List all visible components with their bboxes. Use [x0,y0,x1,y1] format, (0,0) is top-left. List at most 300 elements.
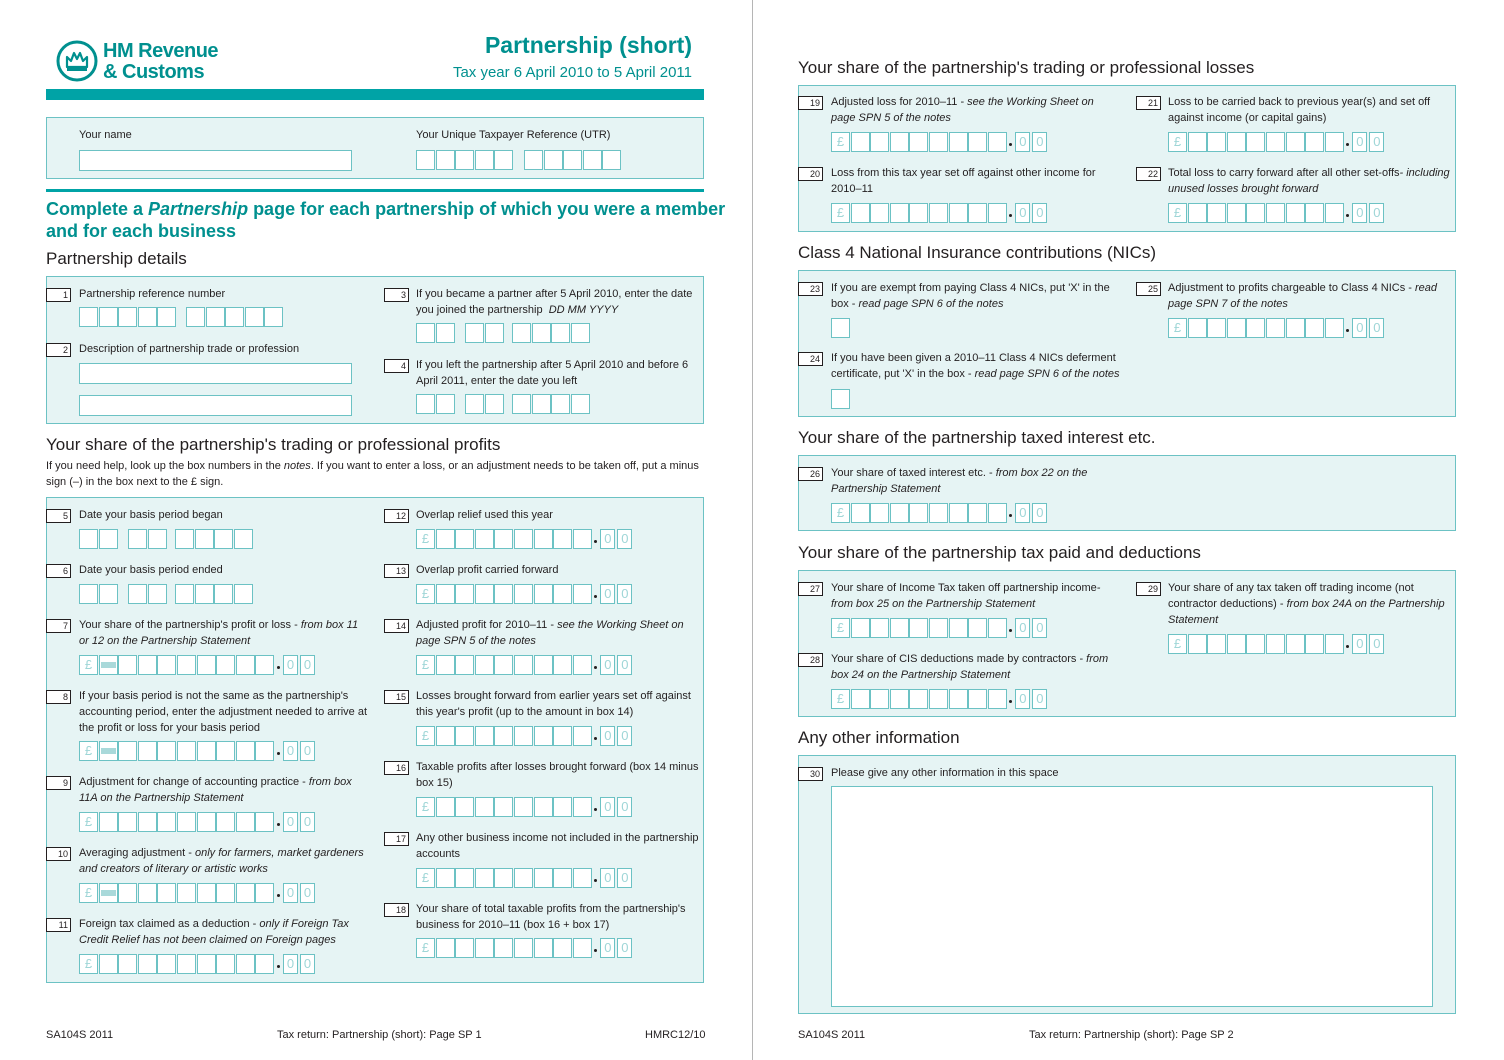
headline-italic: Partnership [148,199,249,219]
box22-digit[interactable] [1188,203,1207,223]
box26-digit[interactable] [929,503,948,523]
box28-digit[interactable] [988,689,1007,709]
box28-pence-2: 0 [1032,689,1047,709]
box21-digit[interactable] [1227,132,1246,152]
box26-digit[interactable] [851,503,870,523]
box14-digit[interactable] [534,655,553,675]
box21-digit[interactable] [1266,132,1285,152]
box8-digit[interactable] [177,741,196,761]
box25-digit[interactable] [1325,318,1344,338]
box22-digit[interactable] [1286,203,1305,223]
box29-digit[interactable] [1266,634,1285,654]
box24-label-text: If you have been given a 2010–11 Class 4 NICs deferment certificate, put 'X' in the box - [831,352,1116,380]
page-sp2 [753,0,1504,1060]
box-number-26: 26 [798,467,823,481]
box7-digit[interactable] [118,655,137,675]
box18-digit[interactable] [475,938,494,958]
basis-began-cell[interactable] [175,529,194,549]
box7-digit[interactable] [157,655,176,675]
box16-digit[interactable] [455,797,474,817]
box9-digit[interactable] [99,812,118,832]
box27-pence-1: 0 [1015,618,1030,638]
utr-cell[interactable] [602,150,621,170]
box10-digit[interactable] [216,883,235,903]
basis-ended-cell[interactable] [128,584,147,604]
date-left-cell[interactable] [512,394,531,414]
box18-digit[interactable] [494,938,513,958]
box8-digit[interactable] [236,741,255,761]
box13-digit[interactable] [573,584,592,604]
box18-digit[interactable] [455,938,474,958]
other-info-textarea[interactable] [831,786,1433,1007]
ref-cell[interactable] [138,307,157,327]
box17-digit[interactable] [514,868,533,888]
basis-ended-cell[interactable] [148,584,167,604]
box9-digit[interactable] [255,812,274,832]
box13-digit[interactable] [494,584,513,604]
box10-decimal-point [277,894,280,897]
box22-digit[interactable] [1305,203,1324,223]
box17-digit[interactable] [553,868,572,888]
box29-digit[interactable] [1286,634,1305,654]
box12-digit[interactable] [514,529,533,549]
box11-digit[interactable] [157,954,176,974]
box27-digit[interactable] [968,618,987,638]
utr-cell[interactable] [494,150,513,170]
section-partnership-details: Partnership details [46,249,187,268]
box30-label-text: Please give any other information in this space [831,767,1059,779]
date-left-cell[interactable] [485,394,504,414]
your-name-field[interactable] [79,150,352,171]
basis-began-cell[interactable] [195,529,214,549]
utr-cell[interactable] [455,150,474,170]
box20-digit[interactable] [870,203,889,223]
box15-digit[interactable] [436,726,455,746]
box14-digit[interactable] [436,655,455,675]
box12-digit[interactable] [553,529,572,549]
basis-ended-cell[interactable] [175,584,194,604]
box22-pound-icon: £ [1168,203,1187,223]
box-number-18: 18 [384,903,409,917]
date-joined-cell[interactable] [512,323,531,343]
date-left-cell[interactable] [571,394,590,414]
ref-cell[interactable] [245,307,264,327]
ref-cell[interactable] [264,307,283,327]
box20-digit[interactable] [851,203,870,223]
box29-digit[interactable] [1246,634,1265,654]
box20-pound-icon: £ [831,203,850,223]
box12-digit[interactable] [475,529,494,549]
box19-digit[interactable] [851,132,870,152]
box8-digit[interactable] [138,741,157,761]
box-number-20: 20 [798,167,823,181]
box20-digit[interactable] [949,203,968,223]
box18-digit[interactable] [534,938,553,958]
box16-digit[interactable] [494,797,513,817]
box27-digit[interactable] [851,618,870,638]
date-left-cell[interactable] [436,394,455,414]
box13-digit[interactable] [436,584,455,604]
description-field-line1[interactable] [79,363,352,384]
box8-digit[interactable] [216,741,235,761]
box26-digit[interactable] [968,503,987,523]
box17-digit[interactable] [436,868,455,888]
box11-digit[interactable] [99,954,118,974]
box16-digit[interactable] [534,797,553,817]
box8-digit[interactable] [118,741,137,761]
box18-label [416,901,701,933]
box26-digit[interactable] [988,503,1007,523]
box7-digit[interactable] [255,655,274,675]
box14-digit[interactable] [573,655,592,675]
box3-text: If you became a partner after 5 April 2010, enter the date you joined the partnership [416,288,693,316]
box17-digit[interactable] [573,868,592,888]
footer-left-p2: SA104S 2011 [798,1029,866,1041]
form-title: Partnership (short) [484,32,692,58]
box9-label-text: Adjustment for change of accounting practice - [79,776,309,788]
box16-digit[interactable] [514,797,533,817]
box20-digit[interactable] [929,203,948,223]
box26-digit[interactable] [949,503,968,523]
section-other-info: Any other information [798,728,960,747]
box28-digit[interactable] [909,689,928,709]
box15-digit[interactable] [475,726,494,746]
basis-ended-cell[interactable] [234,584,253,604]
box9-digit[interactable] [177,812,196,832]
box11-digit[interactable] [236,954,255,974]
box8-label [79,688,371,736]
box20-digit[interactable] [968,203,987,223]
box12-pound-icon: £ [416,529,435,549]
box15-digit[interactable] [534,726,553,746]
box27-digit[interactable] [909,618,928,638]
date-joined-cell[interactable] [416,323,435,343]
box15-digit[interactable] [514,726,533,746]
box10-digit[interactable] [138,883,157,903]
box23-checkbox[interactable] [831,318,850,338]
box25-label-text: Adjustment to profits chargeable to Class 4 NICs - [1168,282,1415,294]
box-number-28: 28 [798,653,823,667]
box25-digit[interactable] [1246,318,1265,338]
ref-cell[interactable] [118,307,137,327]
box28-digit[interactable] [968,689,987,709]
box12-digit[interactable] [573,529,592,549]
box7-digit[interactable] [197,655,216,675]
box17-pound-icon: £ [416,868,435,888]
box10-digit[interactable] [157,883,176,903]
box8-digit[interactable] [197,741,216,761]
box12-digit[interactable] [455,529,474,549]
box16-label-text: Taxable profits after losses brought forward (box 14 minus box 15) [416,761,699,789]
box19-digit[interactable] [909,132,928,152]
date-joined-cell[interactable] [485,323,504,343]
box27-digit[interactable] [988,618,1007,638]
box10-digit[interactable] [255,883,274,903]
box19-digit[interactable] [870,132,889,152]
box10-label-text: Averaging adjustment - [79,847,195,859]
tax-year: Tax year 6 April 2010 to 5 April 2011 [452,64,692,81]
box8-digit[interactable] [255,741,274,761]
box15-digit[interactable] [455,726,474,746]
utr-cell[interactable] [436,150,455,170]
ref-cell[interactable] [79,307,98,327]
crown-logo-icon [56,40,98,82]
box28-digit[interactable] [949,689,968,709]
box23-label [831,280,1121,312]
box7-digit[interactable] [177,655,196,675]
box27-pound-icon: £ [831,618,850,638]
utr-cell[interactable] [524,150,543,170]
utr-cell[interactable] [416,150,435,170]
basis-ended-cell[interactable] [79,584,98,604]
box23-label-italic: read page SPN 6 of the notes [858,298,1004,310]
box13-digit[interactable] [514,584,533,604]
box28-digit[interactable] [929,689,948,709]
date-left-cell[interactable] [532,394,551,414]
box28-label [831,651,1121,683]
box19-digit[interactable] [949,132,968,152]
box25-label-italic: read page SPN 7 of the notes [1168,282,1438,310]
utr-label: Your Unique Taxpayer Reference (UTR) [416,129,611,141]
box13-digit[interactable] [455,584,474,604]
box11-digit[interactable] [197,954,216,974]
profits-help-2: . If you want to enter a loss, or an adjustment needs to be taken off, put a minus sign (–) in the box next to the £ sign. [46,460,699,488]
box22-digit[interactable] [1325,203,1344,223]
box16-digit[interactable] [553,797,572,817]
box19-digit[interactable] [929,132,948,152]
box28-digit[interactable] [890,689,909,709]
box11-digit[interactable] [177,954,196,974]
box8-pence-2: 0 [300,741,315,761]
box25-digit[interactable] [1207,318,1226,338]
box28-label-text: Your share of CIS deductions made by contractors - [831,653,1087,665]
box21-pence-1: 0 [1352,132,1367,152]
box24-label [831,350,1121,382]
box11-digit[interactable] [118,954,137,974]
box24-checkbox[interactable] [831,389,850,409]
section-interest: Your share of the partnership taxed interest etc. [798,428,1156,447]
profits-help-text [46,458,706,490]
box17-digit[interactable] [455,868,474,888]
box27-digit[interactable] [949,618,968,638]
ref-cell[interactable] [99,307,118,327]
box19-digit[interactable] [890,132,909,152]
box17-digit[interactable] [494,868,513,888]
box14-digit[interactable] [455,655,474,675]
box9-digit[interactable] [118,812,137,832]
box29-digit[interactable] [1207,634,1226,654]
box11-pound-icon: £ [79,954,98,974]
box17-digit[interactable] [475,868,494,888]
description-field-line2[interactable] [79,395,352,416]
box28-digit[interactable] [851,689,870,709]
box26-pence-1: 0 [1015,503,1030,523]
ref-cell[interactable] [206,307,225,327]
basis-began-cell[interactable] [214,529,233,549]
box8-minus-sign[interactable] [99,741,118,761]
date-joined-cell[interactable] [571,323,590,343]
box11-label-italic: only if Foreign Tax Credit Relief has not been claimed on Foreign pages [79,918,349,946]
box7-digit[interactable] [138,655,157,675]
box22-digit[interactable] [1227,203,1246,223]
box14-label-text: Adjusted profit for 2010–11 - [416,619,558,631]
ref-cell[interactable] [186,307,205,327]
box10-label-italic: only for farmers, market gardeners and creators of literary or artistic works [79,847,364,875]
box27-digit[interactable] [890,618,909,638]
box21-digit[interactable] [1325,132,1344,152]
box25-digit[interactable] [1305,318,1324,338]
basis-ended-cell[interactable] [195,584,214,604]
box12-digit[interactable] [534,529,553,549]
box10-digit[interactable] [197,883,216,903]
box25-digit[interactable] [1188,318,1207,338]
box15-pence-1: 0 [600,726,615,746]
box21-digit[interactable] [1305,132,1324,152]
box13-digit[interactable] [534,584,553,604]
box12-digit[interactable] [494,529,513,549]
box26-digit[interactable] [870,503,889,523]
basis-began-cell[interactable] [148,529,167,549]
date-left-cell[interactable] [551,394,570,414]
box9-digit[interactable] [157,812,176,832]
box26-digit[interactable] [890,503,909,523]
box10-digit[interactable] [118,883,137,903]
box9-digit[interactable] [236,812,255,832]
box29-digit[interactable] [1188,634,1207,654]
box27-digit[interactable] [929,618,948,638]
box14-digit[interactable] [475,655,494,675]
date-joined-cell[interactable] [551,323,570,343]
box20-digit[interactable] [909,203,928,223]
box11-digit[interactable] [138,954,157,974]
box16-pound-icon: £ [416,797,435,817]
footer-right-p1: HMRC12/10 [645,1029,706,1041]
box8-decimal-point [277,752,280,755]
date-left-cell[interactable] [465,394,484,414]
box21-digit[interactable] [1188,132,1207,152]
basis-ended-cell[interactable] [214,584,233,604]
box18-digit[interactable] [573,938,592,958]
date-joined-cell[interactable] [532,323,551,343]
box25-digit[interactable] [1266,318,1285,338]
box10-digit[interactable] [236,883,255,903]
box18-digit[interactable] [514,938,533,958]
basis-began-cell[interactable] [79,529,98,549]
basis-began-cell[interactable] [128,529,147,549]
box21-digit[interactable] [1207,132,1226,152]
box18-digit[interactable] [553,938,572,958]
box29-digit[interactable] [1305,634,1324,654]
box28-digit[interactable] [870,689,889,709]
box13-digit[interactable] [475,584,494,604]
box10-digit[interactable] [177,883,196,903]
basis-ended-cell[interactable] [99,584,118,604]
box7-pence-1: 0 [283,655,298,675]
header-rule [46,89,704,100]
box20-digit[interactable] [890,203,909,223]
box25-digit[interactable] [1286,318,1305,338]
box21-digit[interactable] [1246,132,1265,152]
box-number-17: 17 [384,832,409,846]
box14-digit[interactable] [553,655,572,675]
box25-digit[interactable] [1227,318,1246,338]
box27-digit[interactable] [870,618,889,638]
box20-label-text: Loss from this tax year set off against other income for 2010–11 [831,167,1096,195]
box16-digit[interactable] [436,797,455,817]
box17-digit[interactable] [534,868,553,888]
box13-digit[interactable] [553,584,572,604]
box7-digit[interactable] [216,655,235,675]
utr-cell[interactable] [544,150,563,170]
box26-label [831,465,1121,497]
box21-digit[interactable] [1286,132,1305,152]
box13-label [416,562,701,578]
box12-digit[interactable] [436,529,455,549]
box7-minus-sign[interactable] [99,655,118,675]
box26-pound-icon: £ [831,503,850,523]
box29-digit[interactable] [1227,634,1246,654]
box9-pound-icon: £ [79,812,98,832]
box15-digit[interactable] [573,726,592,746]
date-joined-cell[interactable] [436,323,455,343]
basis-began-cell[interactable] [99,529,118,549]
box14-digit[interactable] [514,655,533,675]
box10-minus-sign[interactable] [99,883,118,903]
box19-digit[interactable] [968,132,987,152]
ref-cell[interactable] [157,307,176,327]
box22-digit[interactable] [1266,203,1285,223]
box22-digit[interactable] [1246,203,1265,223]
box9-digit[interactable] [138,812,157,832]
box24-label-italic: read page SPN 6 of the notes [974,368,1120,380]
box8-digit[interactable] [157,741,176,761]
box12-label [416,507,701,523]
box16-digit[interactable] [573,797,592,817]
utr-cell[interactable] [563,150,582,170]
box20-digit[interactable] [988,203,1007,223]
box21-pence-2: 0 [1369,132,1384,152]
box18-digit[interactable] [436,938,455,958]
box19-digit[interactable] [988,132,1007,152]
box9-digit[interactable] [197,812,216,832]
box7-digit[interactable] [236,655,255,675]
box21-label-text: Loss to be carried back to previous year(s) and set off against income (or capital gains) [1168,96,1431,124]
box29-pence-2: 0 [1369,634,1384,654]
box11-digit[interactable] [255,954,274,974]
ref-cell[interactable] [225,307,244,327]
box10-pence-1: 0 [283,883,298,903]
box26-digit[interactable] [909,503,928,523]
box-number-4: 4 [384,359,409,373]
date-left-cell[interactable] [416,394,435,414]
box16-digit[interactable] [475,797,494,817]
utr-cell[interactable] [583,150,602,170]
box9-digit[interactable] [216,812,235,832]
box14-digit[interactable] [494,655,513,675]
box15-digit[interactable] [494,726,513,746]
box11-digit[interactable] [216,954,235,974]
box-number-30: 30 [798,767,823,781]
box14-pound-icon: £ [416,655,435,675]
basis-began-cell[interactable] [234,529,253,549]
box29-digit[interactable] [1325,634,1344,654]
utr-cell[interactable] [475,150,494,170]
box22-digit[interactable] [1207,203,1226,223]
box18-pence-1: 0 [600,938,615,958]
date-joined-cell[interactable] [465,323,484,343]
box15-digit[interactable] [553,726,572,746]
box13-pound-icon: £ [416,584,435,604]
